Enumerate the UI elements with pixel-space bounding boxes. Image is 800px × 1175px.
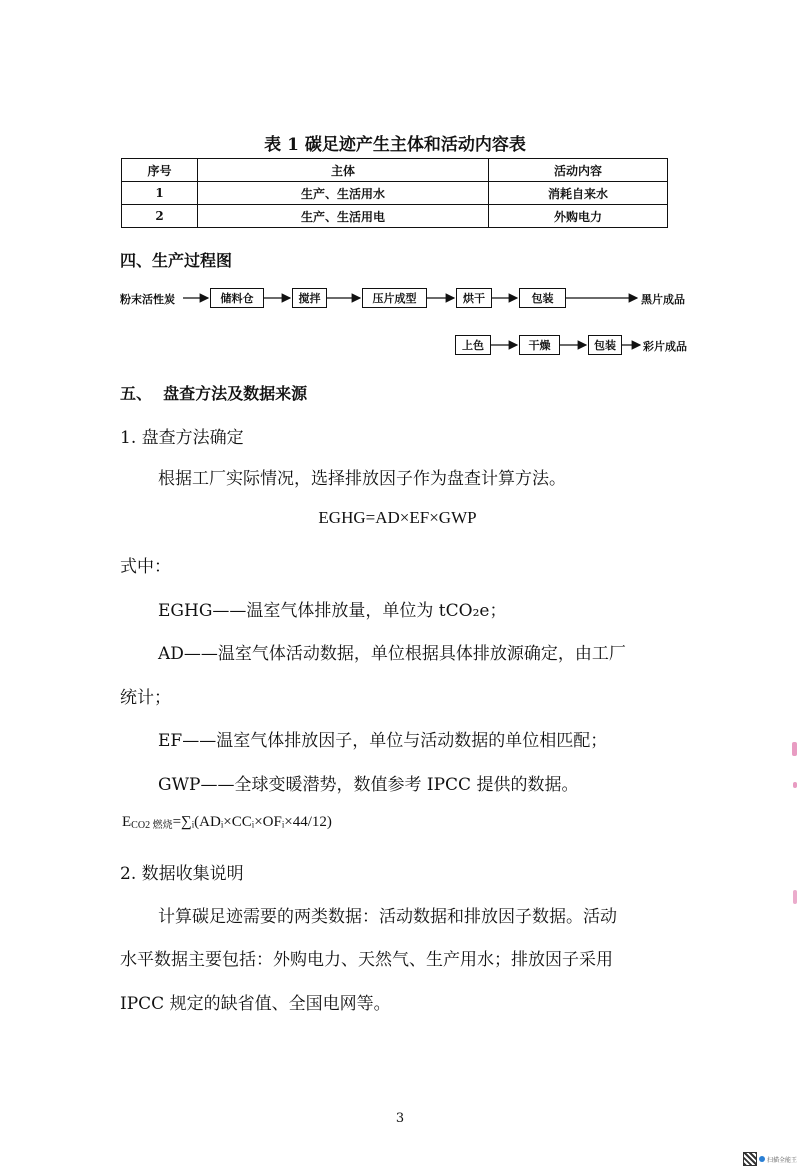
data-para-line1: 计算碳足迹需要的两类数据：活动数据和排放因子数据。活动 <box>158 907 617 927</box>
cell-subject: 生产、生活用电 <box>198 205 489 228</box>
header-subject: 主体 <box>198 159 489 182</box>
content-table <box>121 158 668 228</box>
method-intro: 根据工厂实际情况，选择排放因子作为盘查计算方法。 <box>158 469 566 489</box>
data-para-line2: 水平数据主要包括：外购电力、天然气、生产用水；排放因子采用 <box>120 950 613 970</box>
qr-code-icon <box>743 1152 757 1166</box>
section4-heading: 四、生产过程图 <box>120 251 233 270</box>
where-label: 式中： <box>120 557 171 577</box>
data-para-line3: IPCC 规定的缺省值、全国电网等。 <box>120 994 391 1014</box>
flow-step: 储料仓 <box>210 288 264 308</box>
flow-output-color: 彩片成品 <box>643 340 687 353</box>
def-ad-line2: 统计； <box>120 688 171 708</box>
page-number: 3 <box>395 1111 405 1126</box>
formula2-rest: =∑ᵢ(ADᵢ×CCᵢ×OFᵢ×44/12) <box>172 814 332 830</box>
def-ad-line1: AD——温室气体活动数据，单位根据具体排放源确定，由工厂 <box>158 644 626 664</box>
flow-step: 包装 <box>588 335 622 355</box>
subheading-method: 1. 盘查方法确定 <box>120 428 244 448</box>
flow-step: 压片成型 <box>362 288 427 308</box>
cell-activity: 外购电力 <box>489 205 668 228</box>
formula2-subscript: CO2 燃烧 <box>131 820 173 831</box>
stamp-mark <box>793 782 797 788</box>
def-eghg: EGHG——温室气体排放量，单位为 tCO₂e； <box>158 601 507 621</box>
production-flowchart <box>0 276 800 356</box>
table-row <box>122 205 668 228</box>
main-formula: EGHG=AD×EF×GWP <box>318 508 477 527</box>
def-gwp: GWP——全球变暖潜势，数值参考 IPCC 提供的数据。 <box>158 775 579 795</box>
flow-output-black: 黑片成品 <box>641 293 685 306</box>
formula2-e: E <box>122 814 132 830</box>
flow-input-label: 粉末活性炭 <box>120 293 175 306</box>
stamp-mark <box>793 890 797 904</box>
flow-step: 包装 <box>519 288 566 308</box>
flow-step: 搅拌 <box>292 288 327 308</box>
header-activity: 活动内容 <box>489 159 668 182</box>
cell-index: 2 <box>122 205 198 228</box>
table-row <box>122 182 668 205</box>
scanner-badge <box>743 1152 797 1166</box>
stamp-mark <box>792 742 797 756</box>
section5-heading: 五、 盘查方法及数据来源 <box>120 384 308 403</box>
header-index: 序号 <box>122 159 198 182</box>
cell-index: 1 <box>122 182 198 205</box>
cs-logo-icon <box>759 1156 765 1162</box>
flow-step: 烘干 <box>456 288 492 308</box>
cell-subject: 生产、生活用水 <box>198 182 489 205</box>
cell-activity: 消耗自来水 <box>489 182 668 205</box>
table-title: 表 1 碳足迹产生主体和活动内容表 <box>264 135 526 155</box>
flow-step: 上色 <box>455 335 491 355</box>
combustion-formula <box>122 814 332 831</box>
scanner-badge-text: 扫描全能王 <box>766 1156 797 1164</box>
subheading-data: 2. 数据收集说明 <box>120 864 244 884</box>
flow-step: 干燥 <box>519 335 560 355</box>
def-ef: EF——温室气体排放因子，单位与活动数据的单位相匹配； <box>158 731 608 751</box>
table-header-row <box>122 159 668 182</box>
